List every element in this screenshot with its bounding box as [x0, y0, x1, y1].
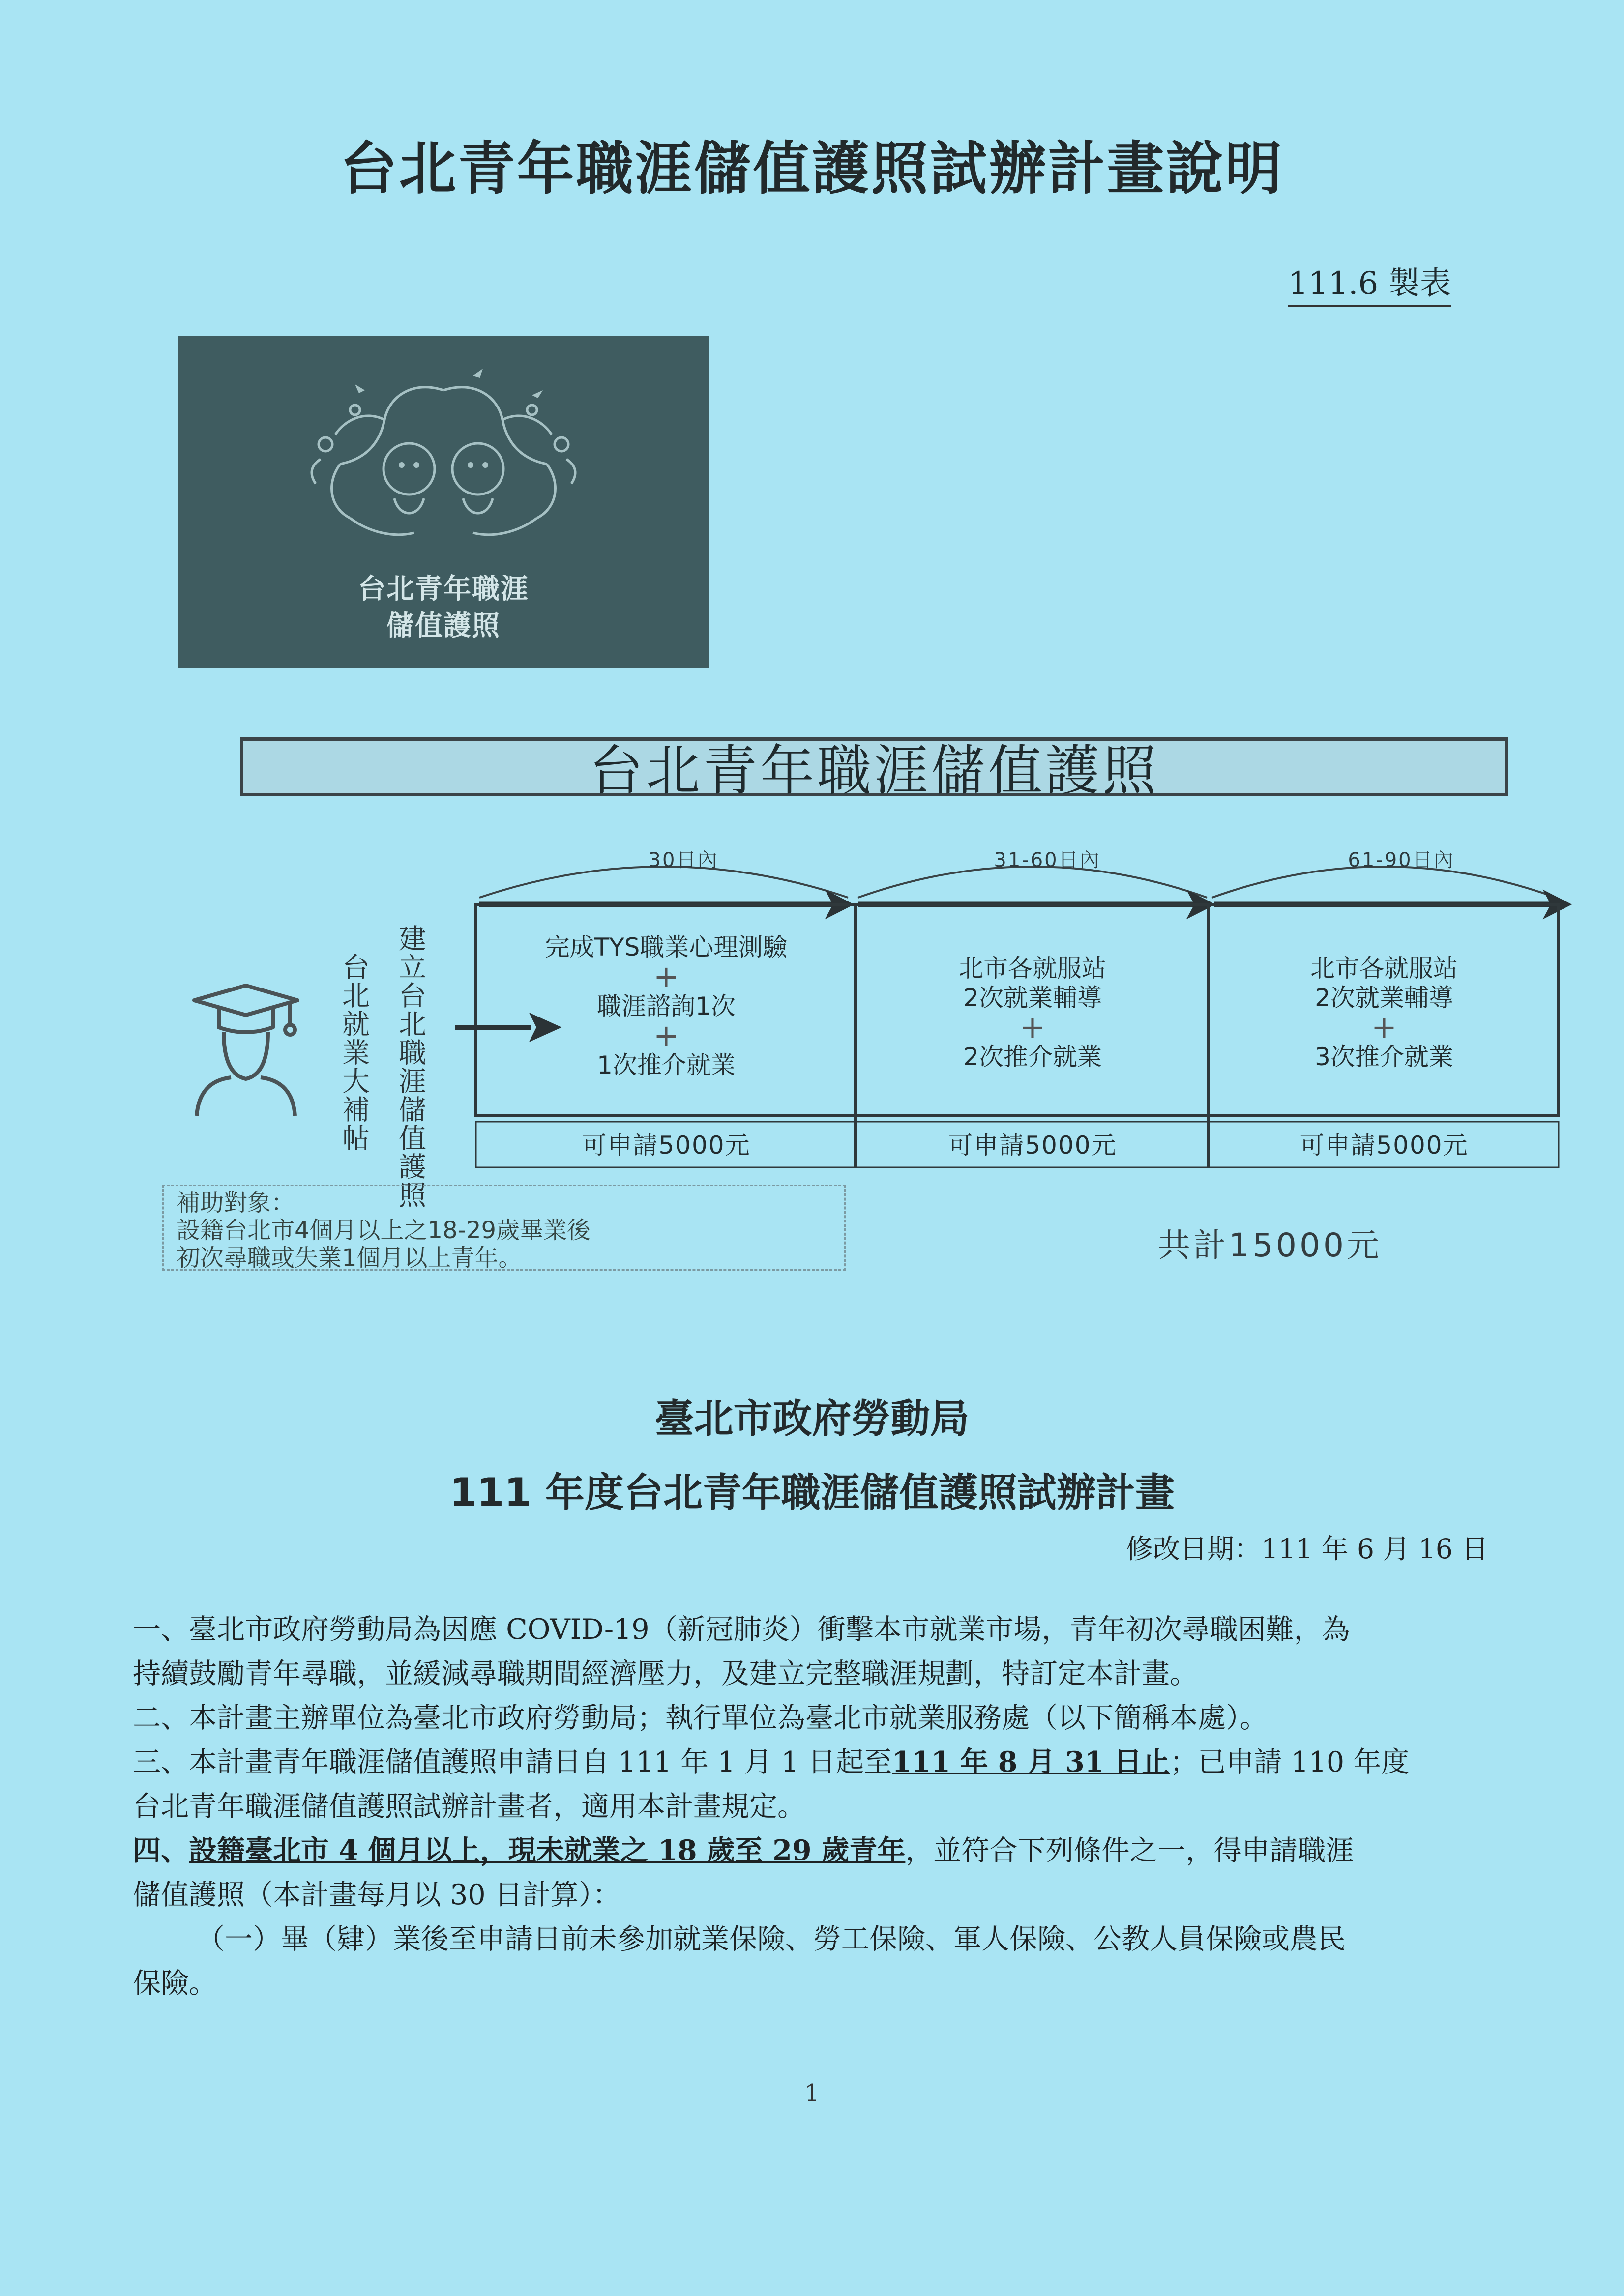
plan-body — [133, 1607, 1524, 2005]
para-3-part-a: 三、本計畫青年職涯儲值護照申請日自 111 年 1 月 1 日起至 — [133, 1746, 892, 1778]
stage-1-box — [477, 932, 856, 1080]
eligibility-line1: 設籍台北市4個月以上之18-29歲畢業後 — [177, 1217, 591, 1244]
period-label-31-60: 31-60日內 — [994, 849, 1101, 872]
passport-cover-image — [178, 336, 709, 668]
passport-label-line2: 儲值護照 — [386, 610, 501, 642]
para-4-condition: 設籍臺北市 4 個月以上，現未就業之 18 歲至 29 歲青年 — [189, 1834, 906, 1867]
passport-label-line1: 台北青年職涯 — [358, 573, 529, 605]
stage-3-box — [1210, 954, 1559, 1072]
graduate-icon — [194, 986, 297, 1116]
total-amount: 共計15000元 — [1158, 1226, 1382, 1264]
made-date: 111.6 製表 — [1288, 258, 1451, 307]
stage-1-plus: + — [653, 959, 679, 994]
para-3-part-b: ；已申請 110 年度 — [1170, 1746, 1410, 1778]
document-title: 台北青年職涯儲值護照試辦計畫說明 — [340, 136, 1284, 202]
eligibility-line2: 初次尋職或失業1個月以上青年。 — [177, 1244, 522, 1272]
stage-3-line2: 2次就業輔導 — [1315, 984, 1453, 1012]
stage-3-line1: 北市各就服站 — [1310, 954, 1458, 983]
para-1-line2: 持續鼓勵青年尋職，並緩減尋職期間經濟壓力，及建立完整職涯規劃，特訂定本計畫。 — [133, 1657, 1198, 1690]
stage-2-plus: + — [1020, 1009, 1045, 1045]
amount-stage-3: 可申請5000元 — [1299, 1131, 1469, 1160]
stage-2-line1: 北市各就服站 — [959, 954, 1106, 983]
para-3-line1 — [133, 1740, 1524, 1784]
para-1-line1: 一、臺北市政府勞動局為因應 COVID-19（新冠肺炎）衝擊本市就業市場，青年初次尋職困難，為 — [133, 1613, 1350, 1646]
amount-stage-2: 可申請5000元 — [948, 1131, 1117, 1160]
stage-3-plus: + — [1371, 1009, 1397, 1045]
build-passport-label: 建立台北職涯儲值護照 — [394, 924, 426, 1209]
page-number: 1 — [804, 2079, 820, 2107]
para-4-line1 — [133, 1829, 1524, 1873]
eligibility-note — [162, 1185, 846, 1271]
item-1-line1: （一）畢（肄）業後至申請日前未參加就業保險、勞工保險、軍人保險、公教人員保險或農民 — [197, 1923, 1346, 1955]
period-label-61-90: 61-90日內 — [1348, 849, 1455, 872]
para-3-line2: 台北青年職涯儲值護照試辦計畫者，適用本計畫規定。 — [133, 1790, 805, 1823]
revised-date: 修改日期：111 年 6 月 16 日 — [1126, 1533, 1489, 1565]
item-1-line2: 保險。 — [133, 1967, 217, 2000]
para-3-deadline: 111 年 8 月 31 日止 — [892, 1745, 1170, 1778]
stage-2-line2: 2次就業輔導 — [963, 984, 1102, 1012]
plan-title: 111 年度台北青年職涯儲值護照試辦計畫 — [449, 1470, 1175, 1515]
stage-3-line3: 3次推介就業 — [1315, 1043, 1453, 1071]
para-4-number: 四、 — [133, 1834, 189, 1867]
para-2: 二、本計畫主辦單位為臺北市政府勞動局；執行單位為臺北市就業服務處（以下簡稱本處）。 — [133, 1702, 1268, 1734]
period-label-30: 30日內 — [648, 849, 719, 872]
agency-name: 臺北市政府勞動局 — [654, 1396, 970, 1442]
eligibility-heading: 補助對象： — [177, 1189, 295, 1217]
para-4-line2: 儲值護照（本計畫每月以 30 日計算）： — [133, 1879, 621, 1911]
stage-1-line2: 職涯諮詢1次 — [597, 992, 736, 1020]
stage-1-plus-2: + — [653, 1017, 679, 1053]
stage-2-box — [858, 954, 1207, 1072]
flowchart-banner: 台北青年職涯儲值護照 — [240, 737, 1508, 796]
stage-1-line1: 完成TYS職業心理測驗 — [545, 933, 788, 961]
para-4-part-b: ，並符合下列條件之一，得申請職涯 — [905, 1834, 1354, 1867]
subsidy-name-label: 台北就業大補帖 — [338, 953, 370, 1152]
stage-1-line3: 1次推介就業 — [597, 1051, 736, 1079]
stage-2-line3: 2次推介就業 — [963, 1043, 1102, 1071]
amount-stage-1: 可申請5000元 — [582, 1131, 751, 1160]
